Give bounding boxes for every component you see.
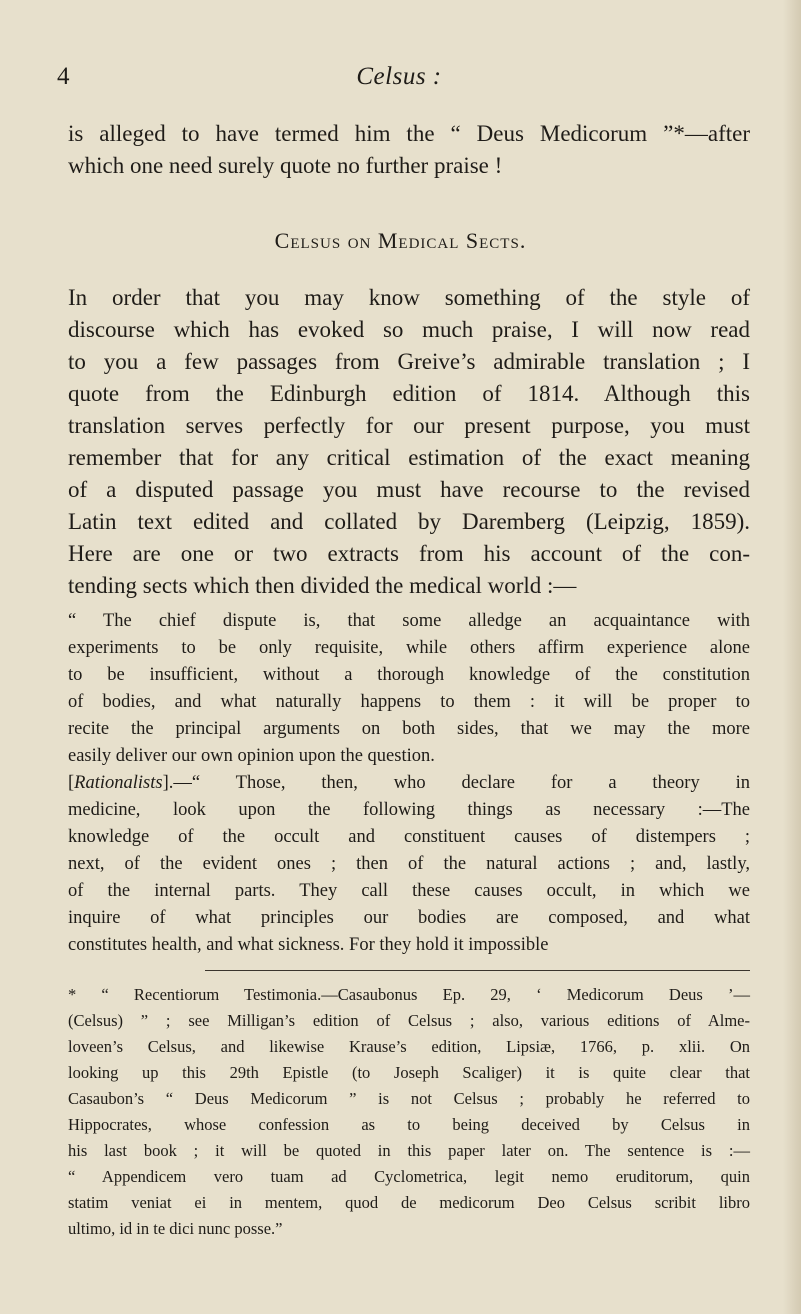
rationalists-first-line: [Rationalists].—“ Those, then, who declare for a theory in xyxy=(68,773,750,793)
quote-line: to be insufficient, without a thorough knowledge of the constitution xyxy=(68,665,750,685)
rationalists-line: of the internal parts. They call these causes occult, in which we xyxy=(68,881,750,901)
running-title: Celsus : xyxy=(356,63,442,90)
body-line: quote from the Edinburgh edition of 1814. Although this xyxy=(68,381,750,406)
page-number: 4 xyxy=(57,63,70,90)
footnote-line: “ Appendicem vero tuam ad Cyclometrica, legit nemo eruditorum, quin xyxy=(68,1167,750,1186)
body-line: of a disputed passage you must have recourse to the revised xyxy=(68,477,750,502)
footnote-line: statim veniat ei in mentem, quod de medicorum Deo Celsus scribit libro xyxy=(68,1193,750,1212)
page-edge-shadow xyxy=(783,0,801,1314)
body-line: tending sects which then divided the medical world :— xyxy=(68,573,577,598)
quote-line: recite the principal arguments on both sides, that we may the more xyxy=(68,719,750,739)
intro-line: is alleged to have termed him the “ Deus Medicorum ”*—after xyxy=(68,121,750,146)
footnote-line: * “ Recentiorum Testimonia.—Casaubonus Ep. 29, ‘ Medicorum Deus ’— xyxy=(68,985,750,1004)
rationalists-line: next, of the evident ones ; then of the natural actions ; and, lastly, xyxy=(68,854,750,874)
footnote-line: his last book ; it will be quoted in this paper later on. The sentence is :— xyxy=(68,1141,750,1160)
footnote-line: (Celsus) ” ; see Milligan’s edition of Celsus ; also, various editions of Alme- xyxy=(68,1011,750,1030)
body-line: remember that for any critical estimation of the exact meaning xyxy=(68,445,750,470)
body-line: discourse which has evoked so much praise, I will now read xyxy=(68,317,750,342)
body-line: Latin text edited and collated by Daremberg (Leipzig, 1859). xyxy=(68,509,750,534)
body-line: translation serves perfectly for our present purpose, you must xyxy=(68,413,750,438)
footnote-line: ultimo, id in te dici nunc posse.” xyxy=(68,1219,283,1238)
footnote-line: looking up this 29th Epistle (to Joseph Scaliger) it is quite clear that xyxy=(68,1063,750,1082)
rationalists-line: inquire of what principles our bodies are composed, and what xyxy=(68,908,750,928)
rationalists-line: medicine, look upon the following things as necessary :—The xyxy=(68,800,750,820)
body-line: Here are one or two extracts from his account of the con- xyxy=(68,541,750,566)
body-line: to you a few passages from Greive’s admirable translation ; I xyxy=(68,349,750,374)
quote-line: experiments to be only requisite, while others affirm experience alone xyxy=(68,638,750,658)
footnote-rule xyxy=(205,970,750,971)
running-head xyxy=(45,63,753,103)
rationalists-line: —“ Those, then, who declare for a theory in xyxy=(173,773,750,793)
quote-line: of bodies, and what naturally happens to them : it will be proper to xyxy=(68,692,750,712)
quote-line: easily deliver our own opinion upon the question. xyxy=(68,746,435,766)
footnote-line: loveen’s Celsus, and likewise Krause’s edition, Lipsiæ, 1766, p. xlii. On xyxy=(68,1037,750,1056)
body-line: In order that you may know something of the style of xyxy=(68,285,750,310)
intro-line: which one need surely quote no further praise ! xyxy=(68,153,503,178)
footnote-line: Hippocrates, whose confession as to being deceived by Celsus in xyxy=(68,1115,750,1134)
rationalists-line: knowledge of the occult and constituent causes of distempers ; xyxy=(68,827,750,847)
section-heading: Celsus on Medical Sects. xyxy=(274,228,527,253)
rationalists-label: Rationalists xyxy=(74,773,163,793)
rationalists-line: constitutes health, and what sickness. For they hold it impossible xyxy=(68,935,549,955)
quote-line: “ The chief dispute is, that some alledge an acquaintance with xyxy=(68,611,750,631)
footnote-line: Casaubon’s “ Deus Medicorum ” is not Celsus ; probably he referred to xyxy=(68,1089,750,1108)
